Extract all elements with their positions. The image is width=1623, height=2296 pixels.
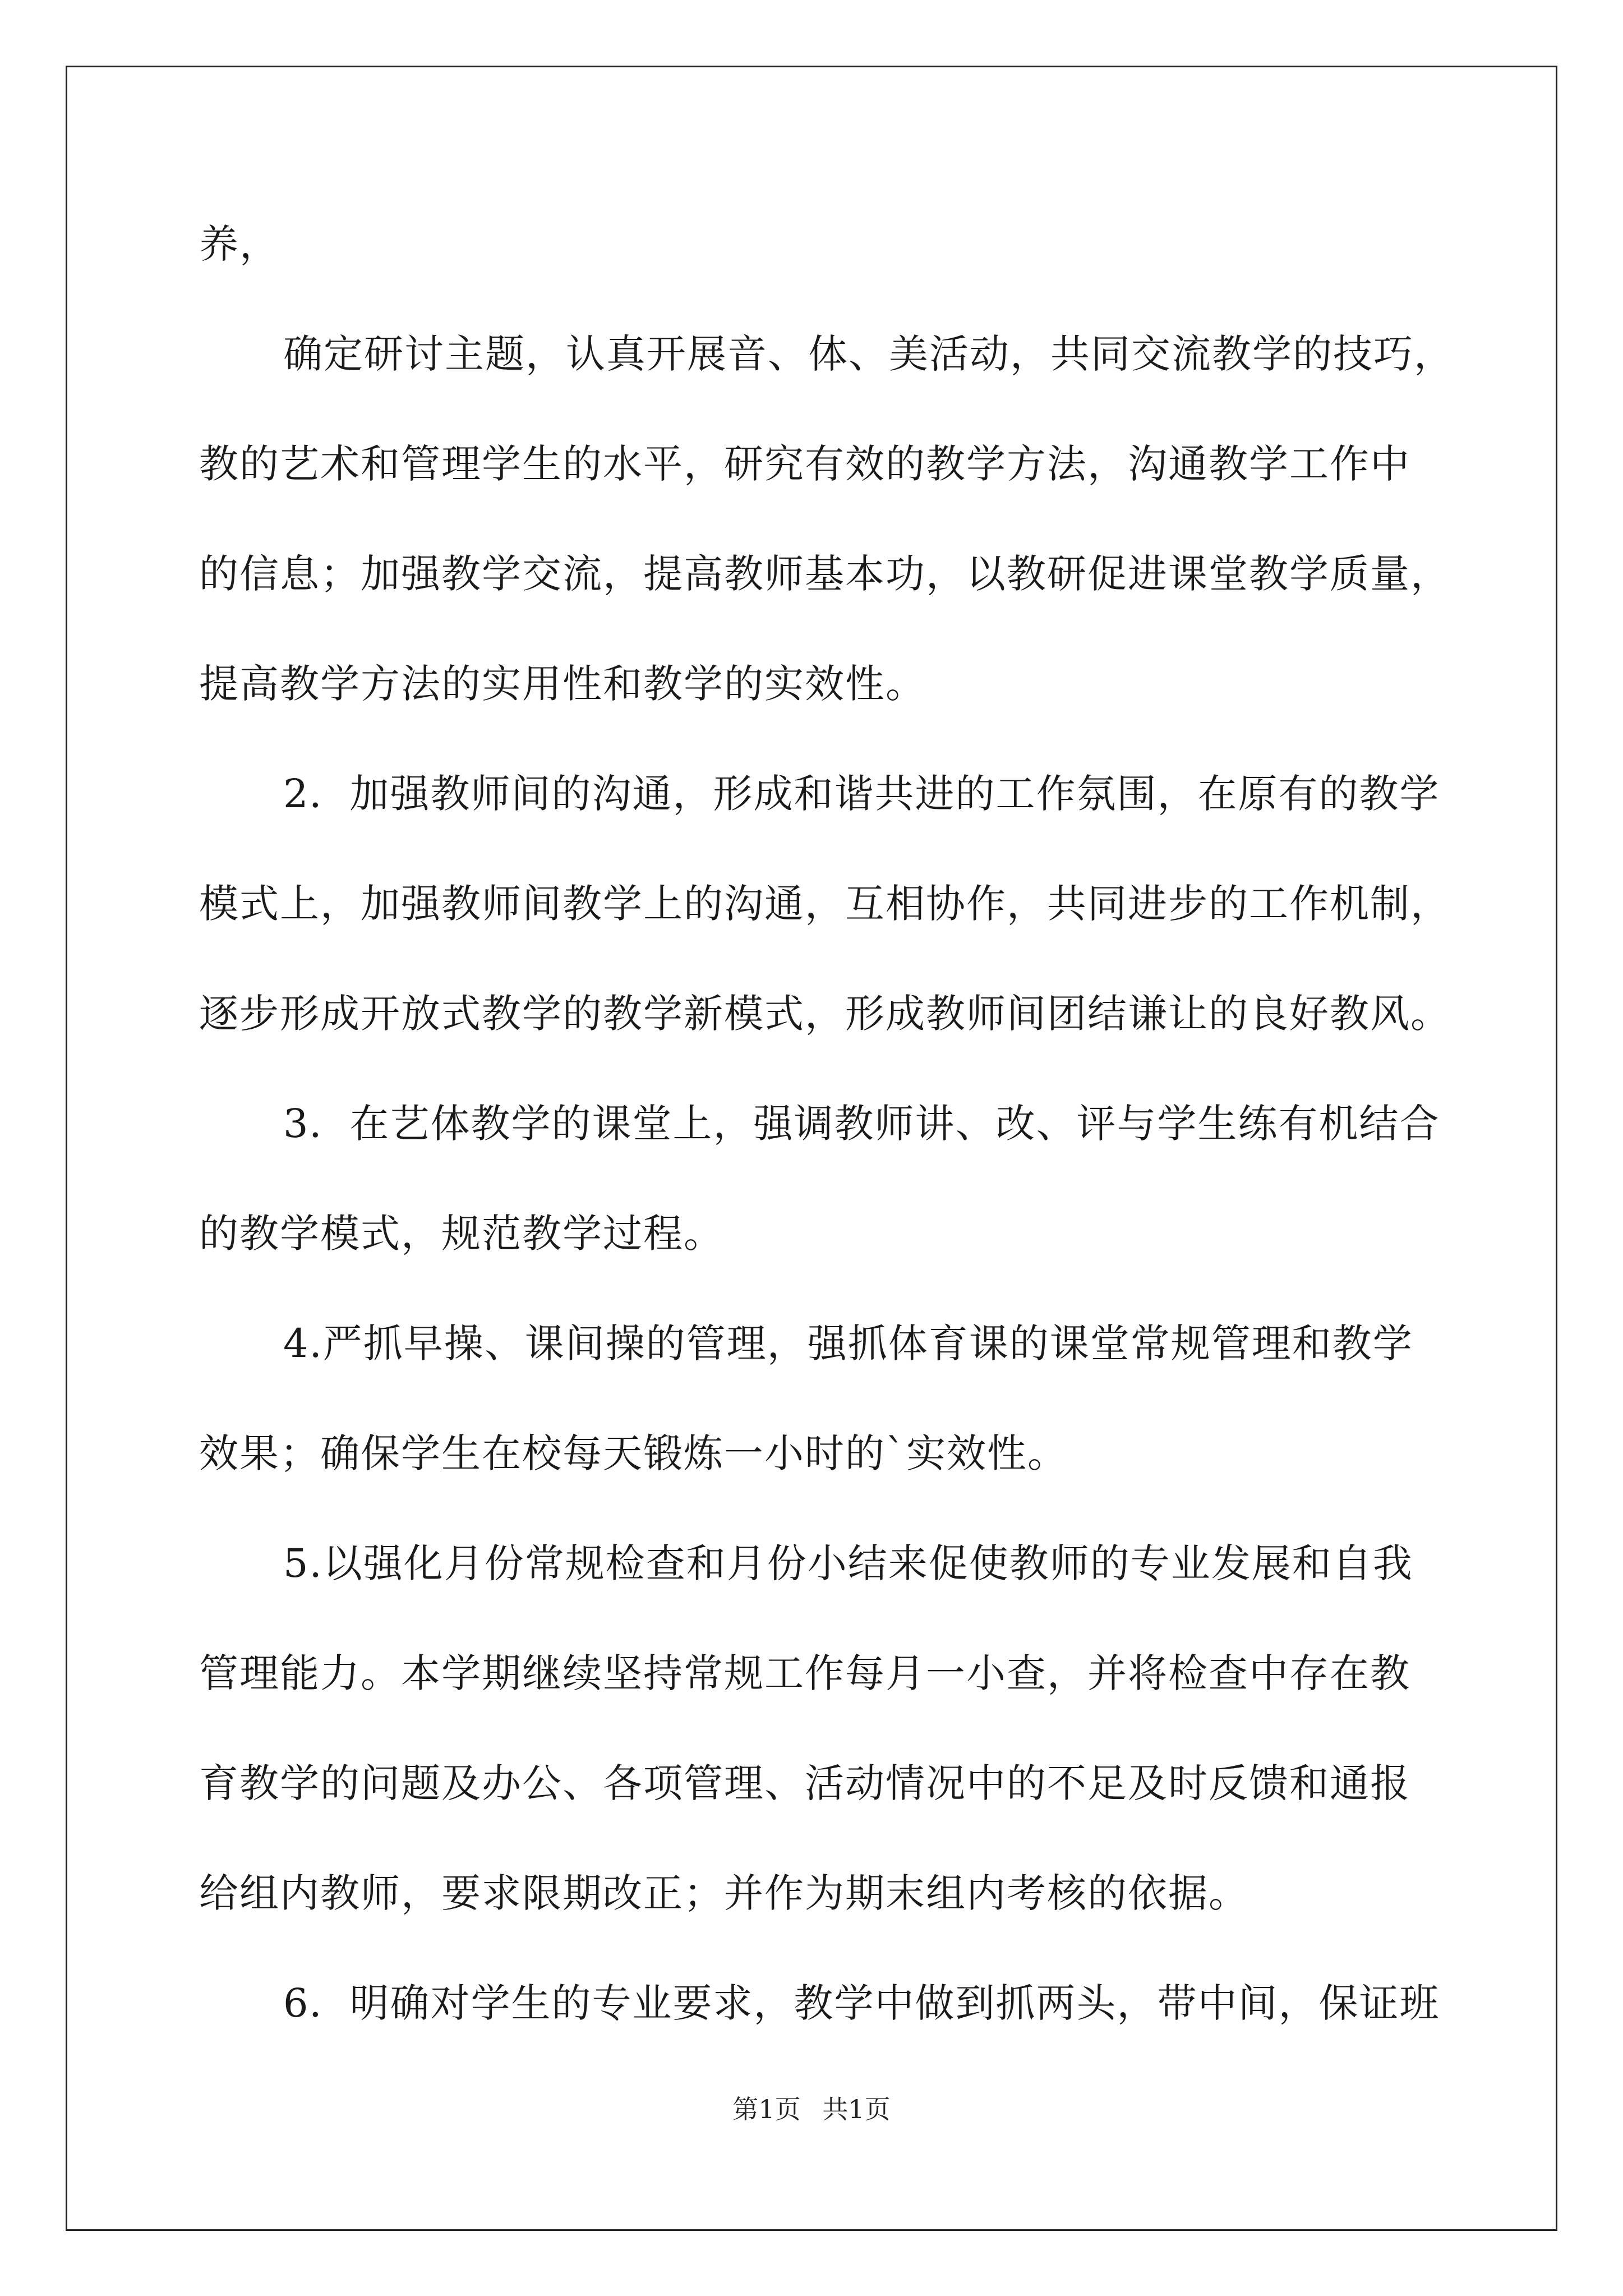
text-line-15: 育教学的问题及办公、各项管理、活动情况中的不足及时反馈和通报 (199, 1760, 1410, 1806)
page-number-current: 第1页 (732, 2094, 801, 2124)
text-line-4: 的信息；加强教学交流，提高教师基本功，以教研促进课堂教学质量， (199, 551, 1451, 597)
text-line-12: 效果；确保学生在校每天锻炼一小时的`实效性。 (199, 1430, 1068, 1476)
text-line-1: 养， (199, 221, 280, 267)
text-line-8: 逐步形成开放式教学的教学新模式，形成教师间团结谦让的良好教风。 (199, 991, 1451, 1037)
text-line-6: 2．加强教师间的沟通，形成和谐共进的工作氛围，在原有的教学 (283, 771, 1440, 817)
text-line-13: 5.以强化月份常规检查和月份小结来促使教师的专业发展和自我 (283, 1540, 1413, 1586)
text-line-9: 3．在艺体教学的课堂上，强调教师讲、改、评与学生练有机结合 (283, 1101, 1440, 1147)
text-line-11: 4.严抓早操、课间操的管理，强抓体育课的课堂常规管理和教学 (283, 1320, 1413, 1366)
text-line-10: 的教学模式，规范教学过程。 (199, 1211, 724, 1257)
page-number-total: 共1页 (822, 2094, 891, 2124)
page-footer (0, 2089, 1623, 2126)
document-body (199, 221, 1454, 2093)
text-line-2: 确定研讨主题，认真开展音、体、美活动，共同交流教学的技巧， (283, 331, 1454, 377)
text-line-17: 6．明确对学生的专业要求，教学中做到抓两头，带中间，保证班 (283, 1980, 1440, 2026)
text-line-7: 模式上，加强教师间教学上的沟通，互相协作，共同进步的工作机制， (199, 881, 1451, 927)
text-line-5: 提高教学方法的实用性和教学的实效性。 (199, 661, 926, 707)
text-line-16: 给组内教师，要求限期改正；并作为期末组内考核的依据。 (199, 1870, 1249, 1916)
text-line-3: 教的艺术和管理学生的水平，研究有效的教学方法，沟通教学工作中 (199, 441, 1410, 487)
text-line-14: 管理能力。本学期继续坚持常规工作每月一小查，并将检查中存在教 (199, 1650, 1410, 1696)
